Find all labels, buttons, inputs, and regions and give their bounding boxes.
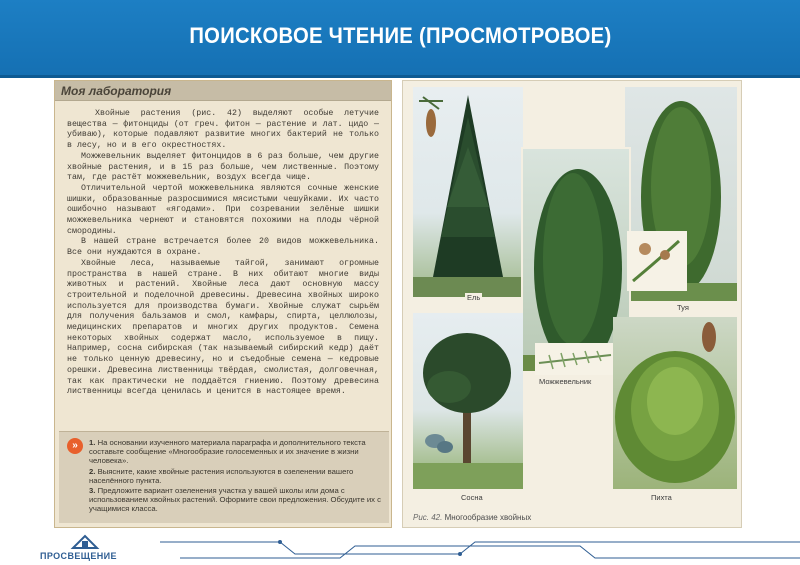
task-item	[89, 467, 385, 485]
spruce-cone-icon	[419, 97, 443, 137]
figure-label: Рис. 42.	[413, 513, 443, 522]
task-number: 1.	[89, 438, 96, 447]
lab-paragraph: Хвойные растения (рис. 42) выделяют особые летучие вещества — фитонциды (от греч. фитон — растение и лат. цидо — убиваю), которые подавляют развитие многих бактерий не только в лесу, но и в его окрестностях.	[67, 109, 379, 151]
title-bar	[0, 0, 800, 78]
lab-section-title: Моя лаборатория	[55, 81, 391, 101]
task-item	[89, 438, 385, 466]
lab-paragraph: Отличительной чертой можжевельника являются сочные женские шишки, образованные разросшимися мясистыми чешуйками. Их часто ошибочно называют «ягодами». При созревании зелёные шишки можжевельника чернеют и становятся похожими на плоды чёрной смородины.	[67, 183, 379, 236]
task-number: 3.	[89, 486, 96, 496]
caption-thuja: Туя	[677, 303, 689, 312]
caption-pine: Сосна	[461, 493, 483, 502]
caption-juniper: Можжевельник	[539, 377, 592, 386]
lab-paragraph: В нашей стране встречается более 20 видов можжевельника. Все они нуждаются в охране.	[67, 237, 379, 258]
pine-cone-icon	[425, 434, 453, 453]
pine-tree-icon	[413, 313, 523, 489]
tasks-block	[59, 431, 389, 523]
slide-title: ПОИСКОВОЕ ЧТЕНИЕ (ПРОСМОТРОВОЕ)	[188, 22, 612, 48]
photo-spruce	[413, 87, 523, 297]
task-item	[89, 486, 385, 514]
figure-title: Многообразие хвойных	[444, 513, 532, 522]
circuit-decoration	[160, 532, 800, 562]
task-number: 2.	[89, 466, 96, 476]
spruce-tree-icon	[413, 87, 523, 297]
branch-icon	[627, 231, 687, 291]
photo-fir	[613, 317, 737, 489]
publisher-name: ПРОСВЕЩЕНИЕ	[40, 551, 117, 561]
photo-pine	[413, 313, 523, 489]
fir-tree-icon	[613, 317, 737, 489]
lab-paragraph: Можжевельник выделяет фитонцидов в 6 раз больше, чем другие хвойные растения, и в 15 раз больше, чем лиственные. Поэтому там, где растёт можжевельник, воздух всегда чище.	[67, 151, 379, 183]
thuja-branch-illustration	[627, 231, 687, 291]
task-list	[89, 438, 385, 515]
branch-icon	[535, 343, 615, 375]
fir-cone-icon	[702, 322, 716, 352]
book-icon	[70, 533, 100, 551]
lab-text	[55, 101, 391, 398]
textbook-page-right	[402, 80, 742, 528]
figure-caption	[413, 513, 531, 522]
publisher-logo	[40, 533, 150, 563]
juniper-branch-illustration	[535, 343, 615, 375]
task-text: На основании изученного материала параграфа и дополнительного текста составьте сообщение «Многообразие голосеменных и их значение в жизни человека».	[89, 438, 366, 466]
fast-forward-icon: »	[67, 438, 83, 454]
textbook-page-left	[54, 80, 392, 528]
task-text: Выясните, какие хвойные растения используются в озеленении вашего населённого пункта.	[89, 466, 354, 485]
lab-paragraph: Хвойные леса, называемые тайгой, занимают огромные пространства в нашей стране. В них обитают многие виды животных и растений. Хвойные леса дают основную массу строительной и поделочной древесины. Древесина хвойных широко используется для производства бумаги. Хвойные служат сырьём для получения бальзамов и смол, камфары, спирта, целлюлозы, медицинских препаратов и многих других продуктов. Семена некоторых хвойных содержат масло, используемое в пищу. Например, сосна сибирская (так называемый сибирский кедр) даёт не только ценную древесину, но и съедобные семена — кедровые орешки. Древесина лиственницы твёрдая, смолистая, долговечная, так как практически не поддаётся гниению. Поэтому древесина лиственницы всегда ценилась и ценится в настоящее время.	[67, 258, 379, 397]
caption-spruce: Ель	[467, 293, 481, 302]
footer	[0, 528, 800, 565]
task-text: Предложите вариант озеленения участка у вашей школы или дома с использованием хвойных растений. Оформите свои предложения. Обсудите их с учащимися класса.	[89, 486, 381, 514]
caption-fir: Пихта	[651, 493, 672, 502]
